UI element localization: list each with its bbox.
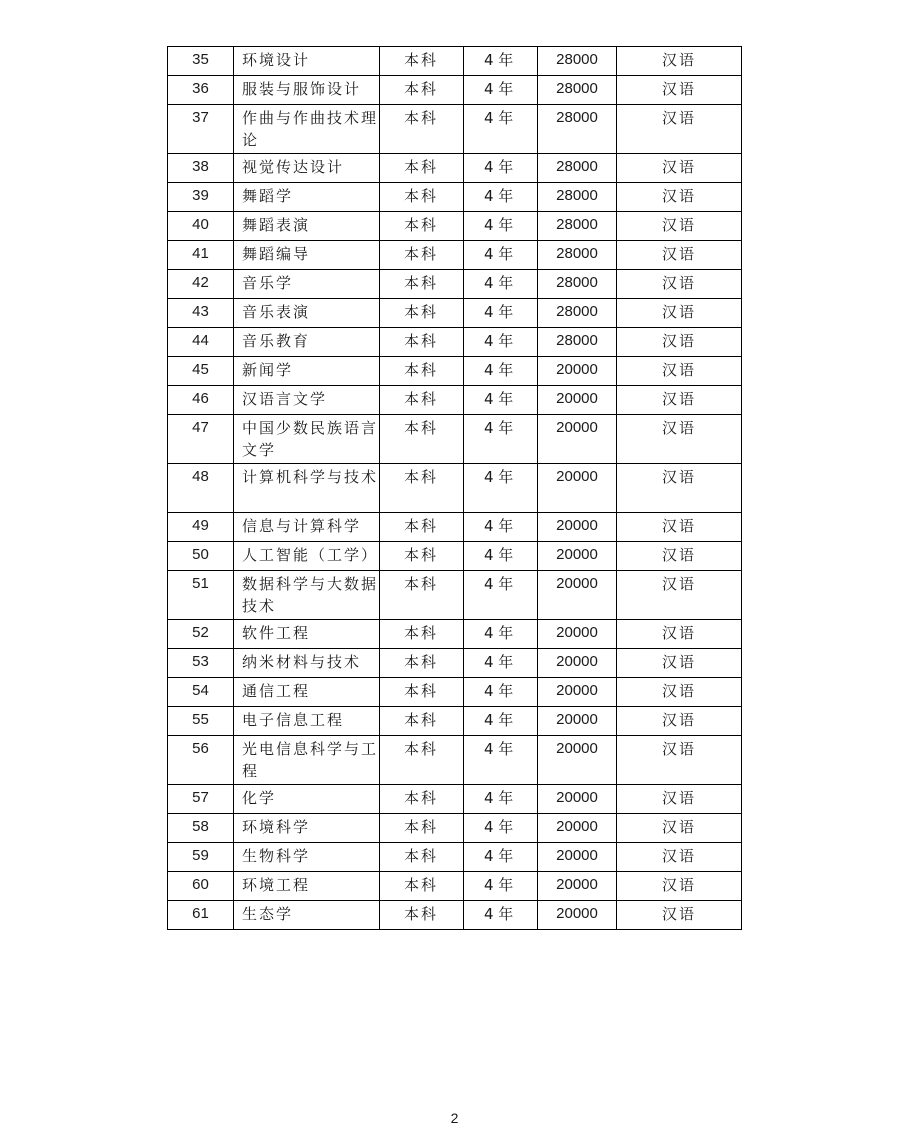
teaching-language: 汉语 <box>617 872 742 901</box>
degree-level: 本科 <box>380 105 464 154</box>
row-number: 46 <box>168 386 234 415</box>
tuition-fee: 20000 <box>538 386 617 415</box>
teaching-language: 汉语 <box>617 357 742 386</box>
major-name: 环境设计 <box>234 47 380 76</box>
study-duration: 4 年 <box>464 513 538 542</box>
table-body <box>168 47 742 930</box>
degree-level: 本科 <box>380 415 464 464</box>
teaching-language: 汉语 <box>617 212 742 241</box>
row-number: 48 <box>168 464 234 513</box>
degree-level: 本科 <box>380 76 464 105</box>
degree-level: 本科 <box>380 814 464 843</box>
teaching-language: 汉语 <box>617 513 742 542</box>
study-duration: 4 年 <box>464 328 538 357</box>
table-row <box>168 785 742 814</box>
tuition-fee: 28000 <box>538 183 617 212</box>
major-name: 中国少数民族语言文学 <box>234 415 380 464</box>
teaching-language: 汉语 <box>617 843 742 872</box>
row-number: 50 <box>168 542 234 571</box>
degree-level: 本科 <box>380 270 464 299</box>
study-duration: 4 年 <box>464 872 538 901</box>
study-duration: 4 年 <box>464 76 538 105</box>
major-name: 服装与服饰设计 <box>234 76 380 105</box>
table-row <box>168 357 742 386</box>
major-name: 电子信息工程 <box>234 707 380 736</box>
row-number: 45 <box>168 357 234 386</box>
study-duration: 4 年 <box>464 678 538 707</box>
row-number: 55 <box>168 707 234 736</box>
tuition-fee: 20000 <box>538 357 617 386</box>
degree-level: 本科 <box>380 678 464 707</box>
row-number: 57 <box>168 785 234 814</box>
major-name: 信息与计算科学 <box>234 513 380 542</box>
study-duration: 4 年 <box>464 415 538 464</box>
teaching-language: 汉语 <box>617 76 742 105</box>
table-row <box>168 814 742 843</box>
table-row <box>168 464 742 513</box>
row-number: 53 <box>168 649 234 678</box>
degree-level: 本科 <box>380 620 464 649</box>
teaching-language: 汉语 <box>617 105 742 154</box>
degree-level: 本科 <box>380 386 464 415</box>
major-name: 生态学 <box>234 901 380 930</box>
row-number: 59 <box>168 843 234 872</box>
degree-level: 本科 <box>380 299 464 328</box>
major-name: 新闻学 <box>234 357 380 386</box>
tuition-fee: 20000 <box>538 649 617 678</box>
tuition-fee: 20000 <box>538 736 617 785</box>
study-duration: 4 年 <box>464 47 538 76</box>
study-duration: 4 年 <box>464 464 538 513</box>
table-row <box>168 154 742 183</box>
tuition-fee: 28000 <box>538 328 617 357</box>
tuition-fee: 20000 <box>538 843 617 872</box>
study-duration: 4 年 <box>464 707 538 736</box>
degree-level: 本科 <box>380 47 464 76</box>
study-duration: 4 年 <box>464 357 538 386</box>
degree-level: 本科 <box>380 707 464 736</box>
tuition-fee: 28000 <box>538 76 617 105</box>
tuition-fee: 28000 <box>538 154 617 183</box>
row-number: 56 <box>168 736 234 785</box>
major-name: 音乐教育 <box>234 328 380 357</box>
table-row <box>168 678 742 707</box>
table-row <box>168 513 742 542</box>
study-duration: 4 年 <box>464 105 538 154</box>
teaching-language: 汉语 <box>617 415 742 464</box>
degree-level: 本科 <box>380 513 464 542</box>
study-duration: 4 年 <box>464 649 538 678</box>
table-row <box>168 571 742 620</box>
table-row <box>168 620 742 649</box>
degree-level: 本科 <box>380 736 464 785</box>
teaching-language: 汉语 <box>617 542 742 571</box>
study-duration: 4 年 <box>464 736 538 785</box>
teaching-language: 汉语 <box>617 299 742 328</box>
tuition-fee: 20000 <box>538 513 617 542</box>
tuition-fee: 28000 <box>538 299 617 328</box>
study-duration: 4 年 <box>464 386 538 415</box>
degree-level: 本科 <box>380 464 464 513</box>
degree-level: 本科 <box>380 154 464 183</box>
teaching-language: 汉语 <box>617 183 742 212</box>
study-duration: 4 年 <box>464 785 538 814</box>
major-name: 计算机科学与技术 <box>234 464 380 513</box>
table-row <box>168 542 742 571</box>
study-duration: 4 年 <box>464 901 538 930</box>
program-table <box>167 46 742 930</box>
table-row <box>168 649 742 678</box>
teaching-language: 汉语 <box>617 270 742 299</box>
teaching-language: 汉语 <box>617 707 742 736</box>
study-duration: 4 年 <box>464 183 538 212</box>
study-duration: 4 年 <box>464 241 538 270</box>
teaching-language: 汉语 <box>617 571 742 620</box>
teaching-language: 汉语 <box>617 678 742 707</box>
row-number: 51 <box>168 571 234 620</box>
study-duration: 4 年 <box>464 154 538 183</box>
teaching-language: 汉语 <box>617 785 742 814</box>
teaching-language: 汉语 <box>617 814 742 843</box>
row-number: 43 <box>168 299 234 328</box>
tuition-fee: 20000 <box>538 872 617 901</box>
major-name: 舞蹈学 <box>234 183 380 212</box>
tuition-fee: 20000 <box>538 571 617 620</box>
major-name: 环境科学 <box>234 814 380 843</box>
row-number: 58 <box>168 814 234 843</box>
tuition-fee: 20000 <box>538 785 617 814</box>
table-row <box>168 299 742 328</box>
row-number: 39 <box>168 183 234 212</box>
degree-level: 本科 <box>380 571 464 620</box>
teaching-language: 汉语 <box>617 47 742 76</box>
tuition-fee: 20000 <box>538 678 617 707</box>
table-row <box>168 843 742 872</box>
degree-level: 本科 <box>380 649 464 678</box>
major-name: 舞蹈表演 <box>234 212 380 241</box>
major-name: 软件工程 <box>234 620 380 649</box>
study-duration: 4 年 <box>464 571 538 620</box>
teaching-language: 汉语 <box>617 328 742 357</box>
tuition-fee: 20000 <box>538 542 617 571</box>
row-number: 54 <box>168 678 234 707</box>
tuition-fee: 28000 <box>538 212 617 241</box>
tuition-fee: 20000 <box>538 415 617 464</box>
row-number: 60 <box>168 872 234 901</box>
table-row <box>168 47 742 76</box>
tuition-fee: 20000 <box>538 901 617 930</box>
degree-level: 本科 <box>380 328 464 357</box>
major-name: 数据科学与大数据技术 <box>234 571 380 620</box>
table-row <box>168 212 742 241</box>
teaching-language: 汉语 <box>617 241 742 270</box>
teaching-language: 汉语 <box>617 464 742 513</box>
teaching-language: 汉语 <box>617 649 742 678</box>
major-name: 作曲与作曲技术理论 <box>234 105 380 154</box>
major-name: 生物科学 <box>234 843 380 872</box>
table-row <box>168 241 742 270</box>
degree-level: 本科 <box>380 183 464 212</box>
table-row <box>168 270 742 299</box>
row-number: 36 <box>168 76 234 105</box>
row-number: 35 <box>168 47 234 76</box>
study-duration: 4 年 <box>464 542 538 571</box>
study-duration: 4 年 <box>464 270 538 299</box>
study-duration: 4 年 <box>464 843 538 872</box>
row-number: 38 <box>168 154 234 183</box>
degree-level: 本科 <box>380 241 464 270</box>
teaching-language: 汉语 <box>617 386 742 415</box>
teaching-language: 汉语 <box>617 736 742 785</box>
tuition-fee: 28000 <box>538 47 617 76</box>
degree-level: 本科 <box>380 785 464 814</box>
major-name: 舞蹈编导 <box>234 241 380 270</box>
row-number: 47 <box>168 415 234 464</box>
row-number: 37 <box>168 105 234 154</box>
page-number: 2 <box>450 1110 459 1126</box>
major-name: 音乐学 <box>234 270 380 299</box>
major-name: 音乐表演 <box>234 299 380 328</box>
row-number: 61 <box>168 901 234 930</box>
major-name: 人工智能（工学） <box>234 542 380 571</box>
teaching-language: 汉语 <box>617 901 742 930</box>
degree-level: 本科 <box>380 901 464 930</box>
tuition-fee: 28000 <box>538 241 617 270</box>
tuition-fee: 20000 <box>538 464 617 513</box>
study-duration: 4 年 <box>464 620 538 649</box>
major-name: 环境工程 <box>234 872 380 901</box>
tuition-fee: 20000 <box>538 814 617 843</box>
row-number: 52 <box>168 620 234 649</box>
row-number: 42 <box>168 270 234 299</box>
degree-level: 本科 <box>380 212 464 241</box>
tuition-fee: 20000 <box>538 620 617 649</box>
tuition-fee: 28000 <box>538 270 617 299</box>
degree-level: 本科 <box>380 843 464 872</box>
table-row <box>168 901 742 930</box>
table-row <box>168 707 742 736</box>
teaching-language: 汉语 <box>617 620 742 649</box>
major-name: 视觉传达设计 <box>234 154 380 183</box>
table-row <box>168 386 742 415</box>
study-duration: 4 年 <box>464 814 538 843</box>
table-row <box>168 183 742 212</box>
table-row <box>168 415 742 464</box>
row-number: 44 <box>168 328 234 357</box>
major-name: 通信工程 <box>234 678 380 707</box>
table-row <box>168 105 742 154</box>
teaching-language: 汉语 <box>617 154 742 183</box>
major-name: 光电信息科学与工程 <box>234 736 380 785</box>
major-name: 汉语言文学 <box>234 386 380 415</box>
table-row <box>168 736 742 785</box>
major-name: 化学 <box>234 785 380 814</box>
table-row <box>168 328 742 357</box>
table-row <box>168 872 742 901</box>
tuition-fee: 20000 <box>538 707 617 736</box>
row-number: 40 <box>168 212 234 241</box>
row-number: 49 <box>168 513 234 542</box>
table-row <box>168 76 742 105</box>
tuition-fee: 28000 <box>538 105 617 154</box>
row-number: 41 <box>168 241 234 270</box>
major-name: 纳米材料与技术 <box>234 649 380 678</box>
study-duration: 4 年 <box>464 212 538 241</box>
degree-level: 本科 <box>380 542 464 571</box>
study-duration: 4 年 <box>464 299 538 328</box>
degree-level: 本科 <box>380 357 464 386</box>
degree-level: 本科 <box>380 872 464 901</box>
